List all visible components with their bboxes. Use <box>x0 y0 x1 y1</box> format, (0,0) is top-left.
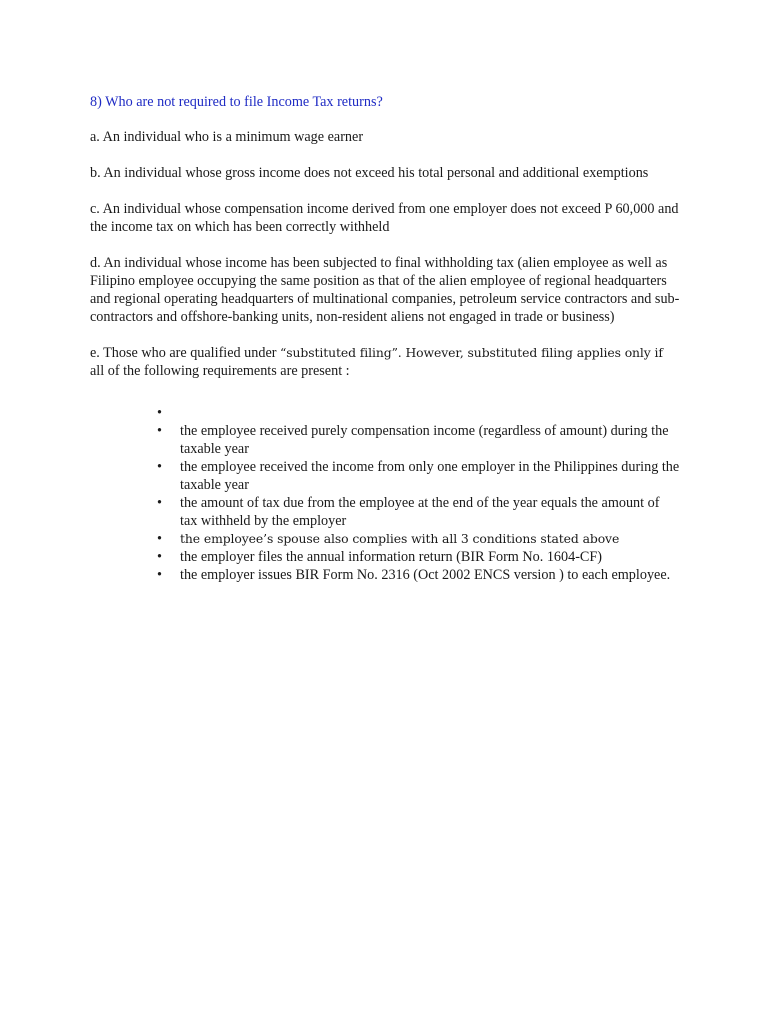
answer-c: c. An individual whose compensation income derived from one employer does not exceed P 60,000 and the income tax on which has been correctly withheld <box>90 201 679 235</box>
question-heading: 8) Who are not required to file Income Tax returns? <box>90 94 383 110</box>
answer-e <box>90 344 690 380</box>
requirement-text: the employee’s spouse also complies with all 3 conditions stated above <box>180 531 620 546</box>
bullet-icon: • <box>157 531 162 547</box>
list-item <box>157 494 690 530</box>
list-item <box>157 458 690 494</box>
requirement-text: the employer files the annual information return (BIR Form No. 1604-CF) <box>180 549 602 565</box>
bullet-icon: • <box>157 423 162 439</box>
requirements-list <box>90 404 690 584</box>
list-item <box>157 548 690 566</box>
bullet-icon: • <box>157 459 162 475</box>
answer-e-substituted-filing: “substituted filing”. However, substituted filing applies only if <box>280 345 663 360</box>
answer-b: b. An individual whose gross income does not exceed his total personal and additional exemptions <box>90 165 649 181</box>
answer-a: a. An individual who is a minimum wage earner <box>90 129 364 145</box>
answer-e-intro: e. Those who are qualified under <box>90 345 281 361</box>
document-page <box>90 93 690 584</box>
list-item <box>157 404 690 422</box>
bullet-icon: • <box>157 405 162 421</box>
bullet-icon: • <box>157 567 162 583</box>
answer-e-tail: all of the following requirements are present : <box>90 363 350 379</box>
requirement-text: the employee received the income from only one employer in the Philippines during the taxable year <box>180 459 680 493</box>
requirement-text: the amount of tax due from the employee at the end of the year equals the amount of tax withheld by the employer <box>180 495 660 529</box>
list-item <box>157 422 690 458</box>
requirement-text: the employee received purely compensation income (regardless of amount) during the taxable year <box>180 423 669 457</box>
bullet-icon: • <box>157 549 162 565</box>
bullet-icon: • <box>157 495 162 511</box>
requirement-text: the employer issues BIR Form No. 2316 (Oct 2002 ENCS version ) to each employee. <box>180 567 671 583</box>
answer-d: d. An individual whose income has been subjected to final withholding tax (alien employee as well as Filipino employee occupying the same position as that of the alien employee of regional headquarters and regional operating headquarters of multinational companies, petroleum service contractors and sub-contractors and offshore-banking units, non-resident aliens not engaged in trade or business) <box>90 255 680 325</box>
list-item <box>157 566 690 584</box>
list-item <box>157 530 690 548</box>
